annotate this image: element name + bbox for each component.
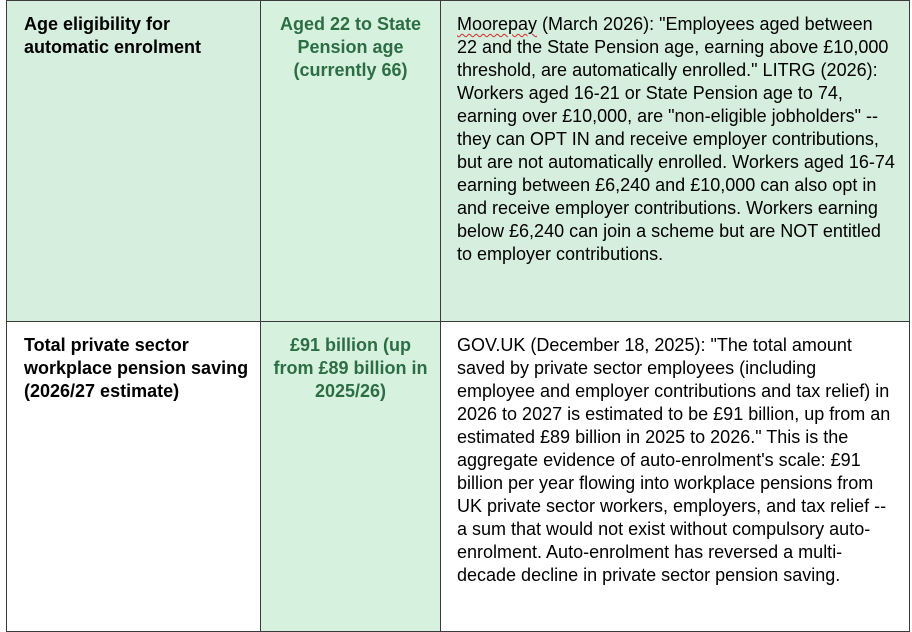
- row-evidence: [441, 1, 910, 322]
- row-value: Aged 22 to State Pension age (currently 66): [261, 1, 441, 322]
- table-row: [7, 1, 910, 322]
- row-label: Age eligibility for automatic enrolment: [7, 1, 261, 322]
- table-row: [7, 322, 910, 632]
- row-evidence: GOV.UK (December 18, 2025): "The total amount saved by private sector employees (including employee and employer contributions and tax relief) in 2026 to 2027 is estimated to be £91 billion, up from an estimated £89 billion in 2025 to 2026." This is the aggregate evidence of auto-enrolment's scale: £91 billion per year flowing into workplace pensions from UK private sector workers, employers, and tax relief -- a sum that would not exist without compulsory auto-enrolment. Auto-enrolment has reversed a multi-decade decline in private sector pension saving.: [441, 322, 910, 632]
- row-value: £91 billion (up from £89 billion in 2025/26): [261, 322, 441, 632]
- source-name: Moorepay: [457, 14, 538, 34]
- evidence-table: [6, 0, 910, 632]
- evidence-text: (March 2026): "Employees aged between 22 and the State Pension age, earning above £10,000 threshold, are automatically enrolled." LITRG (2026): Workers aged 16-21 or State Pension age to 74, earning over £10,000, are "non-eligible jobholders" -- they can OPT IN and receive employer contributions, but are not automatically enrolled. Workers aged 16-74 earning between £6,240 and £10,000 can also opt in and receive employer contributions. Workers earning below £6,240 can join a scheme but are NOT entitled to employer contributions.: [457, 14, 895, 264]
- row-label: Total private sector workplace pension saving (2026/27 estimate): [7, 322, 261, 632]
